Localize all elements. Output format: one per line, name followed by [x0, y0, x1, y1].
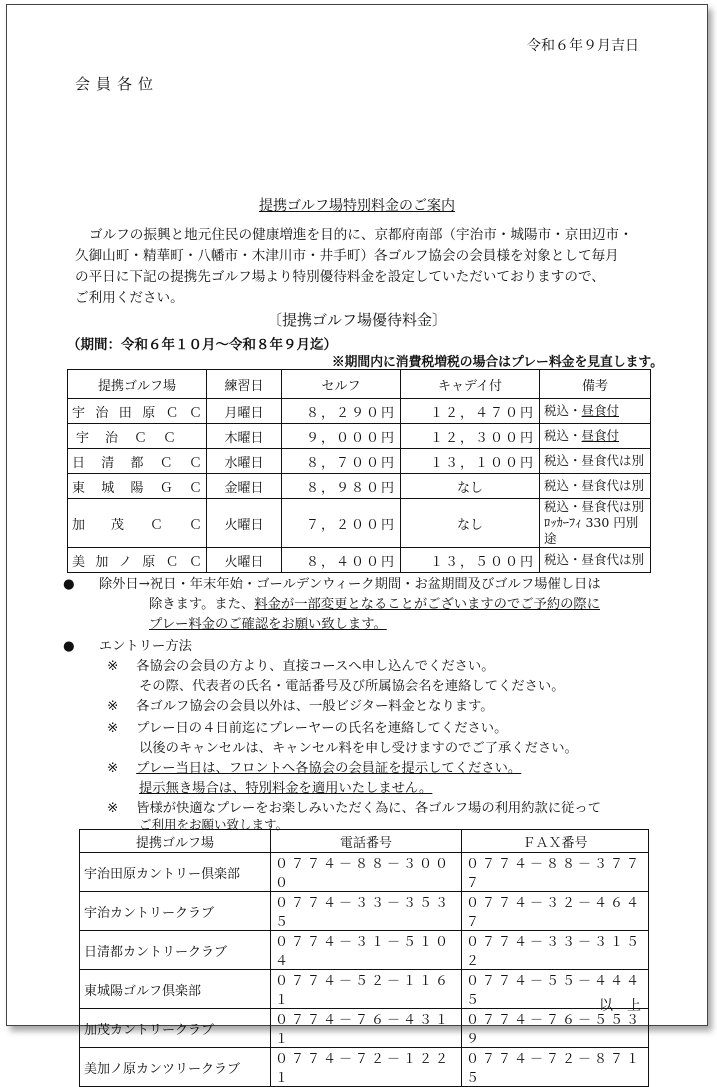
course-name: 宇治ＣＣ — [68, 424, 207, 449]
entry-text-underlined: 提示無き場合は、特別料金を適用いたしません。 — [139, 781, 433, 796]
table-row — [68, 399, 651, 424]
note-mark: ※ — [107, 659, 119, 674]
self-price: ８，４００円 — [282, 548, 401, 573]
note-mark: ※ — [107, 761, 119, 776]
period-text: （期間：令和６年１０月～令和８年９月迄） — [67, 337, 337, 353]
phone-number: ０７７４－７２－１２２１ — [271, 1048, 462, 1087]
fax-number: ０７７４－３３－３１５２ — [462, 931, 649, 970]
note-mark: ※ — [107, 699, 119, 714]
caddie-price: １３，１００円 — [401, 449, 540, 474]
rates-subtitle: 〔提携ゴルフ場優待料金〕 — [266, 311, 447, 329]
caddie-price: １２，３００円 — [401, 424, 540, 449]
self-price: ７，２００円 — [282, 499, 401, 548]
course-name: 宇治田原ＣＣ — [68, 399, 207, 424]
practice-day: 月曜日 — [207, 399, 282, 424]
table-row — [68, 499, 651, 548]
phone-number: ０７７４－８８－３０００ — [271, 853, 462, 892]
practice-day: 水曜日 — [207, 449, 282, 474]
remarks — [540, 399, 651, 424]
remarks — [540, 499, 651, 548]
entry-heading: エントリー方法 — [98, 639, 192, 654]
self-price: ８，２９０円 — [282, 399, 401, 424]
column-header: 電話番号 — [271, 830, 462, 853]
remarks: 税込・昼食代は別 — [540, 449, 651, 474]
fax-number: ０７７４－３２－４６４７ — [462, 892, 649, 931]
closing-mark: 以上 — [599, 998, 655, 1014]
entry-text: 各協会の会員の方より、直接コースへ申し込んでください。 — [136, 659, 495, 674]
table-header-row — [68, 370, 651, 399]
table-row — [68, 474, 651, 499]
bullet-icon: ● — [63, 577, 75, 592]
entry-text: その際、代表者の氏名・電話番号及び所属協会名を連絡してください。 — [139, 679, 565, 694]
document-page — [6, 4, 708, 1086]
entry-text: 皆様が快適なプレーをお楽しみいただく為に、各ゴルフ場の利用約款に従って — [136, 801, 602, 816]
note-mark: ※ — [107, 801, 119, 816]
caddie-price: １３，５００円 — [401, 548, 540, 573]
phone-number: ０７７４－５２－１１６１ — [271, 970, 462, 1009]
entry-heading-line — [63, 635, 192, 654]
remarks-text: 税込・ — [544, 428, 582, 443]
table-row — [80, 1009, 649, 1048]
practice-day: 火曜日 — [207, 548, 282, 573]
remarks: 税込・昼食代は別 — [540, 474, 651, 499]
entry-text: 以後のキャンセルは、キャンセル料を申し受けますのでご了承ください。 — [139, 741, 578, 756]
table-row — [68, 424, 651, 449]
exclusion-line — [63, 573, 601, 592]
entry-text: プレー日の４日前迄にプレーヤーの氏名を連絡してください。 — [136, 721, 508, 736]
practice-day: 火曜日 — [207, 499, 282, 548]
phone-number: ０７７４－７６－４３１１ — [271, 1009, 462, 1048]
course-name: 日清都ＣＣ — [68, 449, 207, 474]
entry-text-underlined: プレー当日は、フロントへ各協会の会員証を提示してください。 — [136, 761, 522, 776]
entry-item — [107, 797, 601, 816]
fax-number: ０７７４－５５－４４４５ — [462, 970, 649, 1009]
column-header: 提携ゴルフ場 — [68, 370, 207, 399]
column-header: 提携ゴルフ場 — [80, 830, 271, 853]
table-row — [68, 449, 651, 474]
table-row — [80, 892, 649, 931]
remarks — [540, 424, 651, 449]
column-header: セルフ — [282, 370, 401, 399]
practice-day: 木曜日 — [207, 424, 282, 449]
fax-number: ０７７４－７２－８７１５ — [462, 1048, 649, 1087]
course-name: 加茂カントリークラブ — [80, 1009, 271, 1048]
issue-date: 令和６年９月吉日 — [527, 38, 639, 54]
recipient: 会員各位 — [75, 75, 160, 93]
intro-line: ゴルフの振興と地元住民の健康増進を目的に、京都府南部（宇治市・城陽市・京田辺市・ — [89, 227, 633, 243]
intro-paragraph — [75, 225, 675, 309]
intro-line: ご利用ください。 — [75, 290, 184, 306]
course-name: 美加ノ原カンツリークラブ — [80, 1048, 271, 1087]
remarks-lunch: 昼食付 — [581, 428, 620, 443]
locker-fee: ﾛｯｶｰﾌｨ 330 円別途 — [544, 515, 639, 546]
self-price: ８，７００円 — [282, 449, 401, 474]
column-header: キャデイ付 — [401, 370, 540, 399]
note-mark: ※ — [107, 721, 119, 736]
self-price: ９，０００円 — [282, 424, 401, 449]
document-title: 提携ゴルフ場特別料金のご案内 — [259, 198, 455, 214]
column-header: ＦＡＸ番号 — [462, 830, 649, 853]
column-header: 備考 — [540, 370, 651, 399]
tax-notice: ※期間内に消費税増税の場合はプレー料金を見直します。 — [331, 355, 663, 370]
entry-text: ご利用をお願い致します。 — [139, 817, 289, 832]
column-header: 練習日 — [207, 370, 282, 399]
course-name: 美加ノ原ＣＣ — [68, 548, 207, 573]
table-header-row — [80, 830, 649, 853]
practice-day: 金曜日 — [207, 474, 282, 499]
course-name: 宇治田原カントリー倶楽部 — [80, 853, 271, 892]
remarks-text: 税込・昼食代は別 — [544, 499, 645, 514]
table-row — [80, 1048, 649, 1087]
entry-item — [107, 655, 495, 674]
bullet-icon: ● — [63, 639, 75, 654]
course-name: 東城陽ＧＣ — [68, 474, 207, 499]
fax-number: ０７７４－８８－３７７７ — [462, 853, 649, 892]
course-name: 日清都カントリークラブ — [80, 931, 271, 970]
table-row — [68, 548, 651, 573]
caddie-price: なし — [401, 499, 540, 548]
caddie-price: なし — [401, 474, 540, 499]
exclusion-text: 除外日→祝日・年末年始・ゴールデンウィーク期間・お盆期間及びゴルフ場催し日は — [98, 577, 601, 592]
contacts-table — [79, 829, 649, 1087]
table-row — [80, 970, 649, 1009]
exclusion-underlined: 料金が一部変更となることがございますのでご予約の際に — [254, 597, 601, 612]
table-row — [80, 853, 649, 892]
remarks: 税込・昼食代は別 — [540, 548, 651, 573]
exclusion-line — [149, 593, 600, 612]
exclusion-text: 除きます。また、 — [149, 597, 255, 612]
course-name: 加茂ＣＣ — [68, 499, 207, 548]
remarks-lunch: 昼食付 — [581, 403, 620, 418]
caddie-price: １２，４７０円 — [401, 399, 540, 424]
intro-line: 久御山町・精華町・八幡市・木津川市・井手町）各ゴルフ協会の会員様を対象として毎月 — [75, 248, 619, 264]
rates-table — [67, 369, 651, 573]
course-name: 宇治カントリークラブ — [80, 892, 271, 931]
entry-item — [107, 757, 521, 776]
entry-item — [107, 717, 507, 736]
fax-number: ０７７４－７６－５５３９ — [462, 1009, 649, 1048]
phone-number: ０７７４－３１－５１０４ — [271, 931, 462, 970]
entry-item — [107, 695, 494, 714]
table-row — [80, 931, 649, 970]
course-name: 東城陽ゴルフ倶楽部 — [80, 970, 271, 1009]
entry-text: 各ゴルフ協会の会員以外は、一般ビジター料金となります。 — [136, 699, 494, 714]
phone-number: ０７７４－３３－３５３５ — [271, 892, 462, 931]
intro-line: の平日に下記の提携先ゴルフ場より特別優待料金を設定していただいておりますので、 — [75, 269, 605, 285]
self-price: ８，９８０円 — [282, 474, 401, 499]
remarks-text: 税込・ — [544, 403, 582, 418]
exclusion-underlined: プレー料金のご確認をお願い致します。 — [149, 617, 387, 632]
